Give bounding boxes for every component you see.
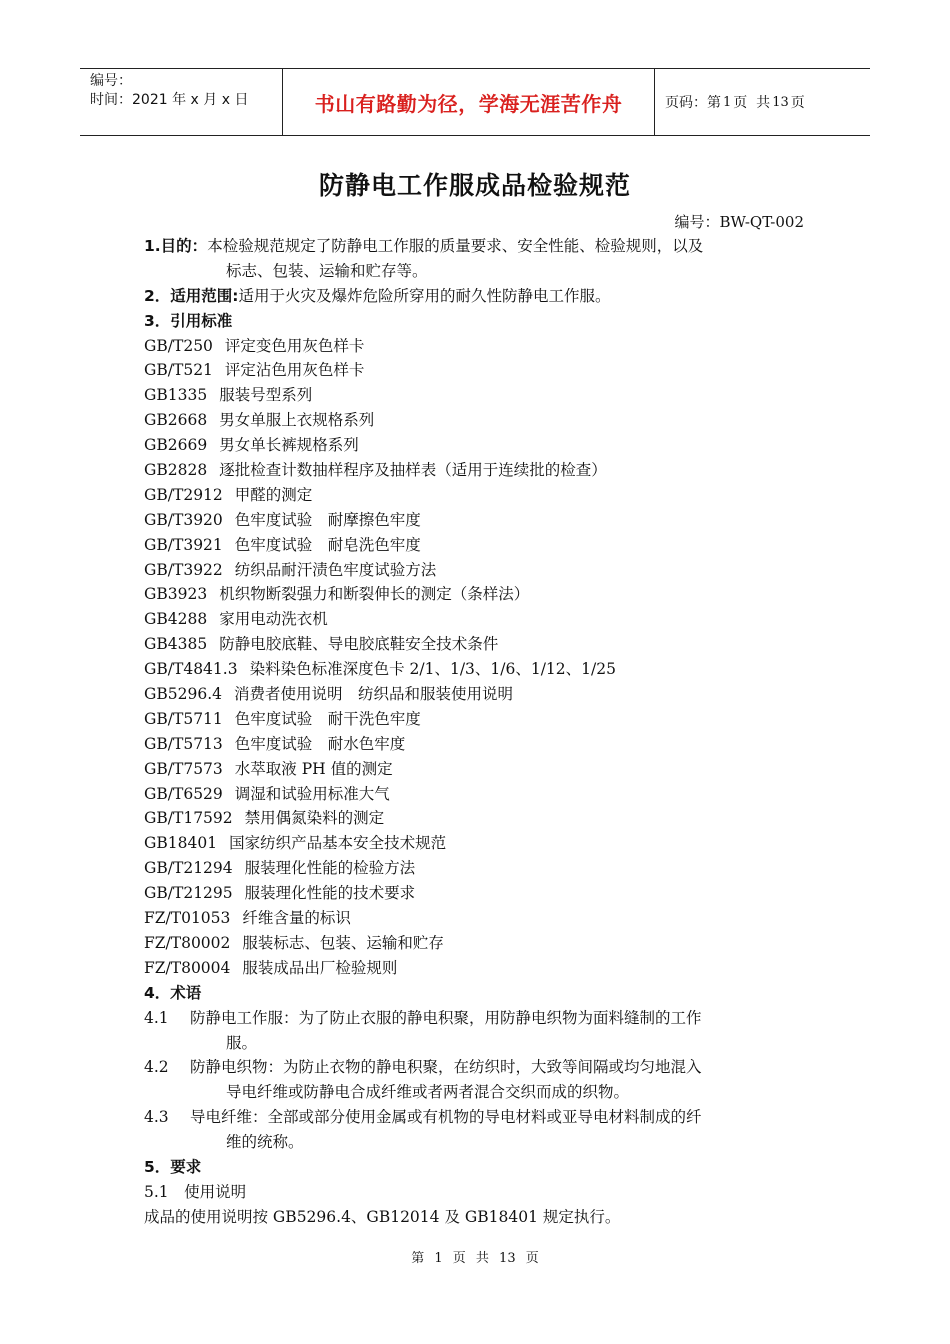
standard-name: 评定沾色用灰色样卡 <box>224 361 365 380</box>
standard-item <box>144 334 809 359</box>
section-1-text-cont: 标志、包装、运输和贮存等。 <box>226 261 428 280</box>
standard-code: GB/T7573 <box>144 759 223 778</box>
standard-name: 防静电胶底鞋、导电胶底鞋安全技术条件 <box>219 635 499 654</box>
standard-item <box>144 358 809 383</box>
section-3-heading: 3．引用标准 <box>144 311 233 330</box>
standard-code: GB/T6529 <box>144 784 223 803</box>
standard-code: GB/T250 <box>144 336 213 355</box>
header-page-total: 13 <box>772 94 789 110</box>
standard-code: GB3923 <box>144 585 208 604</box>
standard-code: GB/T3921 <box>144 535 223 554</box>
standard-item <box>144 632 809 657</box>
standard-item <box>144 682 809 707</box>
header-time-label: 时间：2021 年 x 月 x 日 <box>90 92 249 108</box>
standard-item <box>144 707 809 732</box>
standard-name: 国家纺织产品基本安全技术规范 <box>229 834 447 853</box>
section-4-heading: 4．术语 <box>144 983 202 1002</box>
standard-item <box>144 856 809 881</box>
standard-item <box>144 881 809 906</box>
standard-item <box>144 433 809 458</box>
term-number: 4.2 <box>144 1058 169 1077</box>
document-body <box>144 234 809 1230</box>
standard-item <box>144 558 809 583</box>
header-page-mid: 页 共 <box>733 95 771 111</box>
header-page-suffix: 页 <box>790 95 805 111</box>
header-page-prefix: 页码：第 <box>665 95 721 111</box>
section-2-heading: 2．适用范围: <box>144 286 239 305</box>
standard-item <box>144 508 809 533</box>
standard-name: 水萃取液 PH 值的测定 <box>234 759 393 778</box>
standard-name: 色牢度试验 耐水色牢度 <box>234 734 406 753</box>
standard-item <box>144 458 809 483</box>
terms-list <box>144 1006 809 1155</box>
standard-name: 纤维含量的标识 <box>242 909 351 928</box>
term-item <box>144 1055 809 1080</box>
standard-code: GB2669 <box>144 436 208 455</box>
standard-name: 染料染色标准深度色卡 2/1、1/3、1/6、1/12、1/25 <box>249 660 616 679</box>
header-motto: 书山有路勤为径，学海无涯苦作舟 <box>282 69 655 135</box>
standard-name: 服装号型系列 <box>219 386 313 405</box>
standard-item <box>144 931 809 956</box>
standard-code: GB/T4841.3 <box>144 660 238 679</box>
document-title: 防静电工作服成品检验规范 <box>318 171 631 200</box>
section-5-heading: 5．要求 <box>144 1157 202 1176</box>
standard-name: 机织物断裂强力和断裂伸长的测定（条样法） <box>219 585 530 604</box>
standard-name: 色牢度试验 耐皂洗色牢度 <box>234 535 421 554</box>
standard-name: 评定变色用灰色样卡 <box>224 336 365 355</box>
section-2-text: 适用于火灾及爆炸危险所穿用的耐久性防静电工作服。 <box>238 286 611 305</box>
standard-item <box>144 408 809 433</box>
term-definition-cont: 导电纤维或防静电合成纤维或者两者混合交织而成的织物。 <box>226 1083 630 1102</box>
standard-item <box>144 657 809 682</box>
standard-code: GB/T21295 <box>144 884 233 903</box>
standard-name: 服装标志、包装、运输和贮存 <box>242 933 444 952</box>
standard-name: 男女单服上衣规格系列 <box>219 411 375 430</box>
standard-name: 男女单长裤规格系列 <box>219 436 359 455</box>
header-meta <box>80 69 282 135</box>
standard-code: GB/T3922 <box>144 560 223 579</box>
standard-code: GB/T5713 <box>144 734 223 753</box>
standard-item <box>144 757 809 782</box>
header-page-current: 1 <box>723 94 732 110</box>
standard-code: GB2828 <box>144 461 208 480</box>
standard-name: 服装理化性能的技术要求 <box>244 884 416 903</box>
standard-name: 纺织品耐汗渍色牢度试验方法 <box>234 560 437 579</box>
standard-name: 禁用偶氮染料的测定 <box>244 809 385 828</box>
term-definition-cont: 服。 <box>226 1033 258 1052</box>
term-definition: 防静电织物：为防止衣物的静电积聚，在纺织时，大致等间隔或均匀地混入 <box>190 1058 702 1077</box>
section-2 <box>144 284 809 309</box>
standards-list <box>144 334 809 981</box>
standard-item <box>144 483 809 508</box>
standard-item <box>144 732 809 757</box>
standard-code: GB/T521 <box>144 361 213 380</box>
standard-code: GB5296.4 <box>144 685 223 704</box>
standard-code: GB/T3920 <box>144 510 223 529</box>
section-1 <box>144 234 809 259</box>
header-number-label: 编号： <box>90 73 132 89</box>
standard-item <box>144 782 809 807</box>
standard-item <box>144 806 809 831</box>
standard-code: GB/T5711 <box>144 709 223 728</box>
standard-item <box>144 906 809 931</box>
standard-item <box>144 582 809 607</box>
term-definition: 防静电工作服：为了防止衣服的静电积聚，用防静电织物为面料缝制的工作 <box>190 1008 702 1027</box>
term-item <box>144 1105 809 1130</box>
standard-name: 色牢度试验 耐干洗色牢度 <box>234 709 421 728</box>
standard-name: 家用电动洗衣机 <box>219 610 328 629</box>
section-1-text: 本检验规范规定了防静电工作服的质量要求、安全性能、检验规则，以及 <box>207 237 704 255</box>
page-header <box>80 68 870 136</box>
section-1-heading: 1.目的： <box>144 237 208 255</box>
standard-code: GB1335 <box>144 386 208 405</box>
standard-item <box>144 956 809 981</box>
standard-code: GB/T2912 <box>144 485 223 504</box>
standard-item <box>144 533 809 558</box>
standard-name: 服装理化性能的检验方法 <box>244 859 416 878</box>
term-definition: 导电纤维：全部或部分使用金属或有机物的导电材料或亚导电材料制成的纤 <box>190 1108 702 1127</box>
standard-code: GB2668 <box>144 411 208 430</box>
term-number: 4.3 <box>144 1108 169 1127</box>
standard-code: GB/T17592 <box>144 809 233 828</box>
standard-name: 逐批检查计数抽样程序及抽样表（适用于连续批的检查） <box>219 461 607 480</box>
standard-name: 调湿和试验用标准大气 <box>234 784 390 803</box>
standard-code: GB4288 <box>144 610 208 629</box>
term-definition-cont: 维的统称。 <box>226 1133 304 1152</box>
term-number: 4.1 <box>144 1008 169 1027</box>
section-5-1-heading: 5.1 使用说明 <box>144 1182 247 1201</box>
standard-name: 服装成品出厂检验规则 <box>242 958 398 977</box>
standard-name: 消费者使用说明 纺织品和服装使用说明 <box>234 685 514 704</box>
standard-name: 色牢度试验 耐摩擦色牢度 <box>234 510 421 529</box>
standard-name: 甲醛的测定 <box>234 485 313 504</box>
standard-code: FZ/T01053 <box>144 909 231 928</box>
standard-code: FZ/T80004 <box>144 958 231 977</box>
standard-code: FZ/T80002 <box>144 933 231 952</box>
document-number: 编号：BW-QT-002 <box>674 213 804 231</box>
page-footer: 第 1 页 共 13 页 <box>411 1251 539 1266</box>
standard-item <box>144 383 809 408</box>
section-5-1-text: 成品的使用说明按 GB5296.4、GB12014 及 GB18401 规定执行。 <box>144 1207 621 1226</box>
standard-item <box>144 831 809 856</box>
standard-code: GB4385 <box>144 635 208 654</box>
standard-code: GB18401 <box>144 834 218 853</box>
header-page-info <box>655 69 870 135</box>
standard-code: GB/T21294 <box>144 859 233 878</box>
term-item <box>144 1006 809 1031</box>
standard-item <box>144 607 809 632</box>
